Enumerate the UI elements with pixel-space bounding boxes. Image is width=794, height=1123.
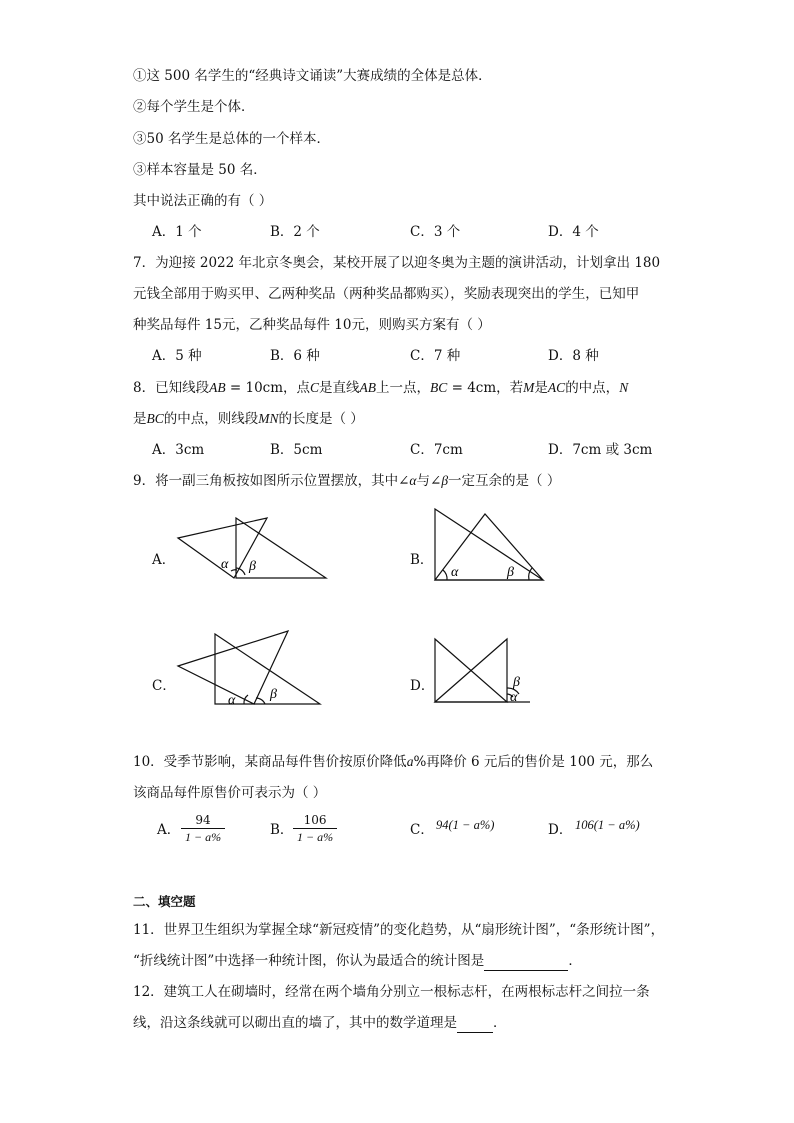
q10-var-a: a (406, 754, 414, 769)
statement-2: ②每个学生是个体． (133, 99, 255, 115)
q12-text-end: ． (493, 1015, 507, 1031)
q8-var-bc: BC (146, 411, 164, 426)
q9-option-b-label[interactable]: B． (410, 552, 434, 568)
question-10-line-2: 该商品每件原售价可表示为（ ） (133, 785, 327, 801)
q10-b-numerator: 106 (293, 812, 337, 829)
q8-var-ac: AC (547, 380, 566, 395)
q10-option-d-expr[interactable]: 106(1 − a%) (575, 818, 640, 832)
q10-option-a-fraction[interactable] (181, 812, 225, 845)
fig-a-alpha: α (221, 557, 229, 572)
q8-var-c: C (310, 380, 320, 395)
q8-text: 8．已知线段 (133, 380, 210, 396)
q10-option-c-label[interactable]: C． (410, 822, 434, 838)
q6-option-a[interactable]: A．1 个 (152, 224, 202, 240)
q11-text: “折线统计图”中选择一种统计图，你认为最适合的统计图是 (133, 953, 485, 969)
q6-option-d[interactable]: D．4 个 (548, 224, 599, 240)
q9-text: 9．将一副三角板按如图所示位置摆放，其中∠ (133, 473, 410, 489)
q9-option-a-label[interactable]: A． (152, 552, 176, 568)
q8-option-b[interactable]: B．5cm (270, 442, 323, 458)
q12-answer-blank[interactable] (457, 1018, 493, 1033)
q12-text: 线，沿这条线就可以砌出直的墙了，其中的数学道理是 (133, 1015, 457, 1031)
question-7-line-2: 元钱全部用于购买甲、乙两种奖品（两种奖品都购买），奖励表现突出的学生，已知甲 (133, 286, 640, 302)
q8-text: 是直线 (319, 380, 360, 396)
q8-text: 的长度是（ ） (278, 411, 364, 427)
question-12-line-2 (133, 1013, 507, 1033)
q8-text: 上一点， (376, 380, 431, 396)
q9-option-c-label[interactable]: C． (152, 678, 176, 694)
q7-option-d[interactable]: D．8 种 (548, 348, 599, 364)
q8-option-a[interactable]: A．3cm (152, 442, 205, 458)
q8-var-ab: AB (209, 380, 226, 395)
q8-eq1: = 10cm (225, 380, 284, 396)
q9-beta: β (441, 473, 449, 488)
fig-a-beta: β (249, 559, 256, 574)
q9-text: 一定互余的是（ ） (448, 473, 561, 489)
q8-eq2: = 4cm (447, 380, 497, 396)
question-12-line-1: 12．建筑工人在砌墙时，经常在两个墙角分别立一根标志杆，在两根标志杆之间拉一条 (133, 984, 650, 1000)
question-7-line-1: 7．为迎接 2022 年北京冬奥会，某校开展了以迎冬奥为主题的演讲活动，计划拿出 180 (133, 255, 661, 271)
question-10-line-1 (133, 752, 653, 772)
statement-3: ③50 名学生是总体的一个样本． (133, 131, 330, 147)
q8-option-d[interactable]: D．7cm 或 3cm (548, 442, 653, 458)
q10-option-d-label[interactable]: D． (548, 822, 573, 838)
q10-b-denominator: 1 − a% (297, 830, 334, 844)
section-2-title: 二、填空题 (133, 894, 196, 909)
q7-option-a[interactable]: A．5 种 (152, 348, 202, 364)
q11-text-end: ． (568, 953, 582, 969)
q8-var-bc: BC (430, 380, 448, 395)
q8-var-mn: MN (258, 411, 279, 426)
q9-option-d-label[interactable]: D． (410, 678, 435, 694)
q8-text: 是 (534, 380, 548, 396)
fig-b-alpha: α (451, 565, 459, 580)
q6-option-c[interactable]: C．3 个 (410, 224, 461, 240)
statement-1: ①这 500 名学生的“经典诗文诵读”大赛成绩的全体是总体． (133, 68, 492, 84)
question-11-line-1: 11．世界卫生组织为掌握全球“新冠疫情”的变化趋势，从“扇形统计图”，“条形统计图”， (133, 922, 665, 938)
q7-option-c[interactable]: C．7 种 (410, 348, 461, 364)
q8-var-m: M (523, 380, 535, 395)
question-7-line-3: 种奖品每件 15元，乙种奖品每件 10元，则购买方案有（ ） (133, 317, 491, 333)
q10-a-denominator: 1 − a% (185, 830, 222, 844)
q8-text: 的中点， (565, 380, 620, 396)
q8-text: ，若 (496, 380, 524, 396)
q8-text: ，点 (283, 380, 311, 396)
fig-c-alpha: α (228, 693, 236, 708)
fig-c-beta: β (270, 687, 277, 702)
fig-b-beta: β (507, 565, 514, 580)
q10-text: 10．受季节影响，某商品每件售价按原价降低 (133, 754, 407, 770)
fig-d-beta: β (513, 675, 520, 690)
q9-alpha: α (409, 473, 417, 488)
q10-text: %再降价 6 元后的售价是 100 元，那么 (413, 754, 654, 770)
q8-text: 是 (133, 411, 147, 427)
q10-option-b-fraction[interactable] (293, 812, 337, 845)
q10-option-b-label[interactable]: B． (270, 822, 294, 838)
q8-var-n: N (619, 380, 629, 395)
q10-option-a-label[interactable]: A． (157, 822, 181, 838)
statement-4: ③样本容量是 50 名． (133, 162, 267, 178)
q8-option-c[interactable]: C．7cm (410, 442, 463, 458)
q6-option-b[interactable]: B．2 个 (270, 224, 320, 240)
q8-var-ab: AB (359, 380, 377, 395)
q9-text: 与∠ (416, 473, 442, 489)
q10-a-numerator: 94 (181, 812, 225, 829)
q10-option-c-expr[interactable]: 94(1 − a%) (436, 818, 495, 832)
question-6-prompt: 其中说法正确的有（ ） (133, 193, 273, 209)
fig-d-alpha: α (510, 690, 518, 705)
q7-option-b[interactable]: B．6 种 (270, 348, 320, 364)
question-11-line-2 (133, 951, 582, 971)
q8-text: 的中点，则线段 (163, 411, 259, 427)
q11-answer-blank[interactable] (484, 956, 568, 971)
